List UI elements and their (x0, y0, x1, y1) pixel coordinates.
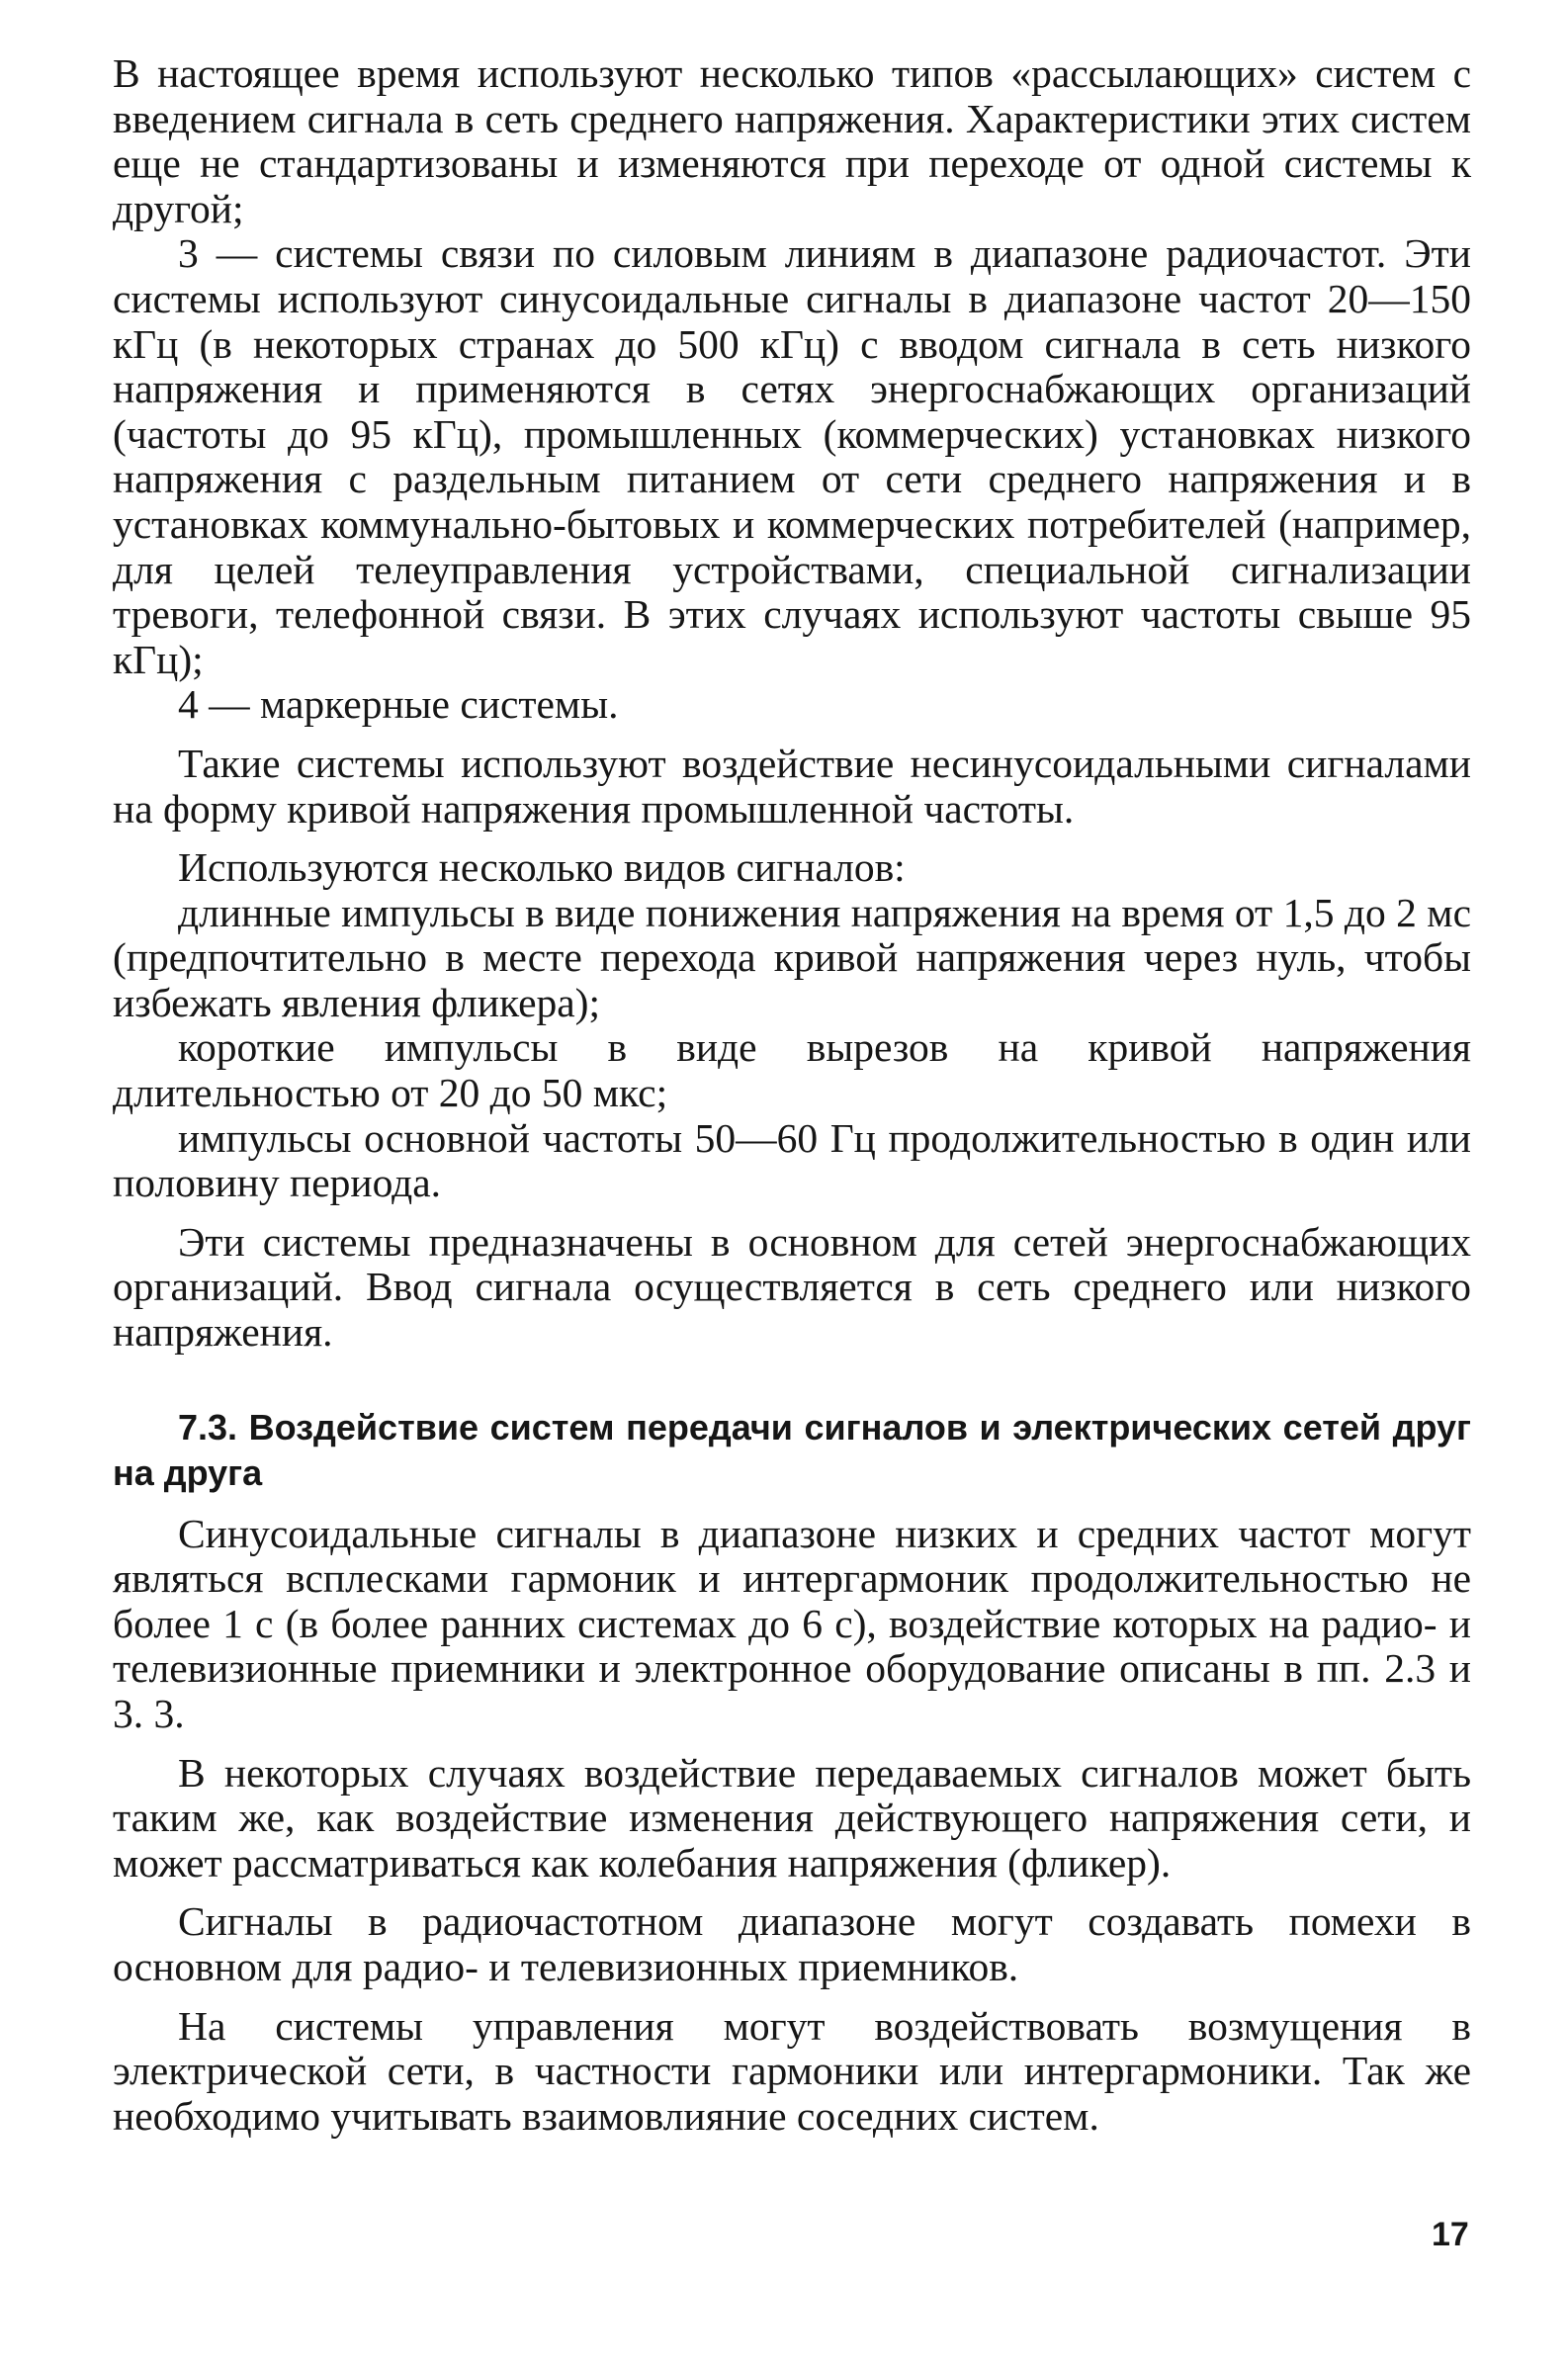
paragraph-rassylayuschie: В настоящее время используют несколько типов «рассылающих» систем с введением сигнала в сеть среднего напряжения. Характеристики этих систем еще не стандартизованы и изменяются при переходе от одной системы к другой; (113, 50, 1471, 231)
paragraph-radio-interference: Сигналы в радиочастотном диапазоне могут создавать помехи в основном для радио- и телевизионных приемников. (113, 1898, 1471, 1989)
paragraph-signal-types: Используются несколько видов сигналов: (178, 844, 906, 891)
paragraph-marker-systems: Такие системы используют воздействие несинусоидальными сигналами на форму кривой напряжения промышленной частоты. (113, 740, 1471, 832)
page-number: 17 (1432, 2216, 1469, 2253)
paragraph-control-systems: На системы управления могут воздействовать возмущения в электрической сети, в частности гармоники или интергармоники. Так же необходимо учитывать взаимовлияние соседних систем. (113, 2002, 1471, 2139)
section-heading: 7.3. Воздействие систем передачи сигналов и электрических сетей друг на друга (113, 1406, 1471, 1493)
paragraph-short-pulses: короткие импульсы в виде вырезов на кривой напряжения длительностью от 20 до 50 мкс; (113, 1024, 1471, 1116)
paragraph-sinusoidal: Синусоидальные сигналы в диапазоне низких и средних частот могут являться всплесками гармоник и интергармоник продолжительностью не более 1 с (в более ранних системах до 6 с), воздействие которых на радио- и телевизионные приемники и электронное оборудование описаны в пп. 2.3 и 3. 3. (113, 1510, 1471, 1736)
page-body (113, 51, 1471, 2139)
paragraph-long-pulses: длинные импульсы в виде понижения напряжения на время от 1,5 до 2 мс (предпочтительно в месте перехода кривой напряжения через нуль, чтобы избежать явления фликера); (113, 889, 1471, 1025)
paragraph-flicker: В некоторых случаях воздействие передаваемых сигналов может быть таким же, как воздействие изменения действующего напряжения сети, и может рассматриваться как колебания напряжения (фликер). (113, 1749, 1471, 1886)
paragraph-item-3: 3 — системы связи по силовым линиям в диапазоне радиочастот. Эти системы используют синусоидальные сигналы в диапазоне частот 20—150 кГц (в некоторых странах до 500 кГц) с вводом сигнала в сеть низкого напряжения и применяются в сетях энергоснабжающих организаций (частоты до 95 кГц), промышленных (коммерческих) установках низкого напряжения с раздельным питанием от сети среднего напряжения и в установках коммунально-бытовых и коммерческих потребителей (например, для целей телеуправления устройствами, специальной сигнализации тревоги, телефонной связи. В этих случаях используют частоты свыше 95 кГц); (113, 230, 1471, 682)
paragraph-purpose: Эти системы предназначены в основном для сетей энергоснабжающих организаций. Ввод сигнала осуществляется в сеть среднего или низкого напряжения. (113, 1218, 1471, 1356)
paragraph-fundamental-pulses: импульсы основной частоты 50—60 Гц продолжительностью в один или половину периода. (113, 1114, 1471, 1206)
paragraph-item-4: 4 — маркерные системы. (178, 681, 619, 728)
